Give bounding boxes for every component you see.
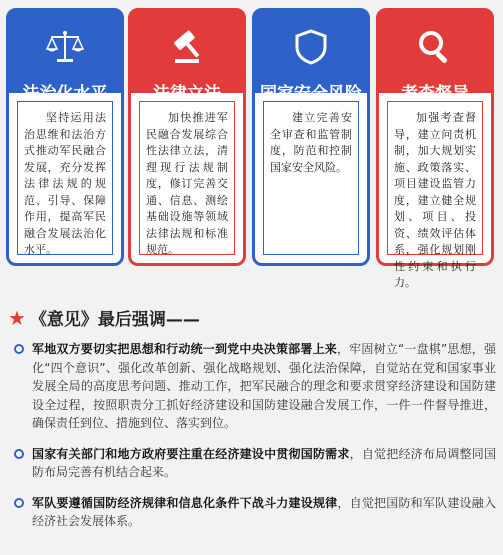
card-title: 法治化水平 [22, 84, 108, 104]
shield-icon [291, 29, 331, 65]
card-text: 加强考查督导，建立问责机制，加大规划实施、政策落实、项目建设监管力度，建立健全规划、项目、投资、绩效评估体系，强化规划刚性约束和执行力。 [387, 101, 483, 255]
point-text: ，自觉把国防和军队建设融入经济社会发展体系。 [32, 495, 496, 528]
card-legislation [128, 8, 246, 266]
card-header [131, 11, 243, 104]
magnifier-icon [415, 29, 455, 65]
point-lead: 军队要遵循国防经济规律和信息化条件下战斗力建设规律 [32, 495, 338, 510]
point-lead: 军地双方要切实把思想和行动统一到党中央决策部署上来 [32, 342, 337, 356]
card-inspection [376, 8, 494, 289]
circle-bullet-icon [14, 449, 24, 459]
card-national-security [252, 8, 370, 266]
card-title: 法律立法 [153, 84, 221, 104]
section-title: 《意见》最后强调—— [29, 310, 200, 330]
gavel-icon [167, 29, 207, 65]
card-title: 考查督导 [401, 84, 469, 104]
star-icon: ★ [8, 305, 26, 330]
circle-bullet-icon [14, 498, 24, 508]
card-title: 国家安全风险 [260, 84, 362, 104]
list-item [14, 445, 496, 482]
card-text: 坚持运用法治思维和法治方式推动军民融合发展，充分发挥法律法规的规范、引导、保障作用，提高军民融合发展法治化水平。 [17, 101, 113, 255]
list-item [14, 494, 496, 531]
section-heading [8, 305, 200, 330]
card-header [379, 11, 491, 104]
points-list [14, 340, 496, 543]
card-rule-of-law [6, 8, 124, 266]
scales-icon [45, 29, 85, 65]
point-text: ，自觉把经济布局调整同国防布局完善有机结合起来。 [32, 446, 496, 479]
card-text: 建立完善安全审查和监管制度，防范和控制国家安全风险。 [263, 101, 359, 255]
list-item [14, 340, 496, 433]
card-header [9, 11, 121, 104]
card-text: 加快推进军民融合发展综合性法律立法，清理现行法规制度，修订完善交通、信息、测绘基础设施等领域法律法规和标准规范。 [139, 101, 235, 255]
circle-bullet-icon [14, 344, 24, 354]
point-lead: 国家有关部门和地方政府要注重在经济建设中贯彻国防需求 [32, 446, 350, 461]
card-header [255, 11, 367, 104]
point-text: ，牢固树立“一盘棋”思想，强化“四个意识”、强化改革创新、强化战略规划、强化法治保障，自觉站在党和国家事业发展全局的高度思考问题、推动工作，把军民融合的理念和要求贯穿经济建设和国防建设全过程，按照职责分工抓好经济建设和国防建设融合发展工作，一件一件督导推进，确保责任到位、措施到位、落实到位。 [32, 342, 496, 430]
